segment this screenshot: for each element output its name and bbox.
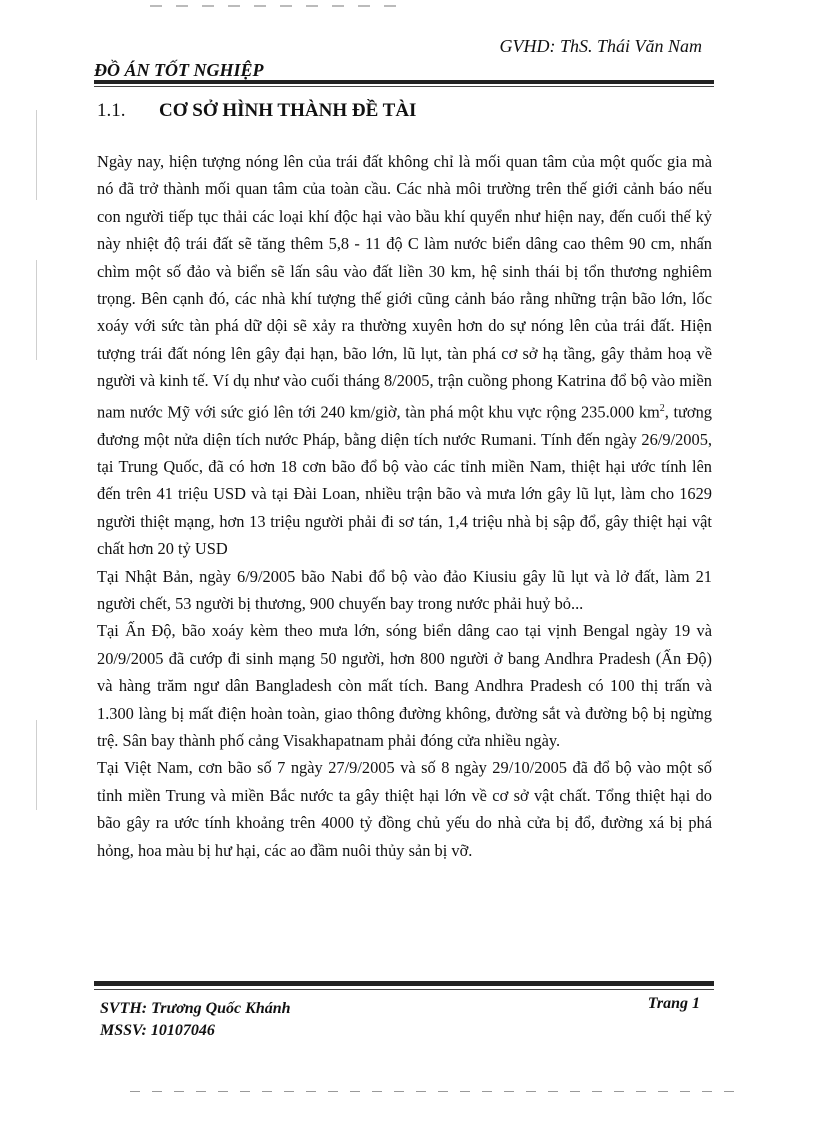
paragraph-intro [97, 148, 712, 563]
footer-student [100, 998, 291, 1042]
scan-dash-top [150, 0, 410, 10]
superscript: 2 [659, 402, 665, 414]
section-heading [97, 100, 416, 122]
document-type-header: ĐỒ ÁN TỐT NGHIỆP [94, 60, 264, 80]
student-id: MSSV: 10107046 [100, 1022, 215, 1039]
footer-rule [94, 981, 714, 986]
advisor-header: GVHD: ThS. Thái Văn Nam [499, 36, 702, 56]
paragraph-vietnam: Tại Việt Nam, cơn bão số 7 ngày 27/9/2005 và số 8 ngày 29/10/2005 đã đổ bộ vào một số tỉnh miền Trung và miền Bắc nước ta gây thiệt hại lớn về cơ sở vật chất. Tổng thiệt hại do bão gây ra ước tính khoảng trên 4000 tỷ đồng chủ yếu do nhà cửa bị đổ, đường xá bị phá hỏng, hoa màu bị hư hại, các ao đầm nuôi thủy sản bị vỡ. [97, 758, 712, 860]
student-name: SVTH: Trương Quốc Khánh [100, 1000, 291, 1017]
paragraph-japan: Tại Nhật Bản, ngày 6/9/2005 bão Nabi đổ bộ vào đảo Kiusiu gây lũ lụt và lở đất, làm 21 người chết, 53 người bị thương, 900 chuyến bay trong nước phải huỷ bỏ... [97, 566, 712, 613]
paragraph-intro-part2: , tương đương một nửa diện tích nước Pháp, bằng diện tích nước Rumani. Tính đến ngày 26/9/2005, tại Trung Quốc, đã có hơn 18 cơn bão đổ bộ vào các tỉnh miền Nam, thiệt hại ước tính lên đến trên 41 triệu USD và tại Đài Loan, nhiều trận bão và mưa lớn gây lũ lụt, làm cho 1629 người thiệt mạng, hơn 13 triệu người phải đi sơ tán, 1,4 triệu nhà bị sập đổ, gây thiệt hại vật chất hơn 20 tỷ USD [97, 402, 712, 559]
body-text [97, 148, 712, 864]
scan-margin-mark [36, 720, 37, 810]
paragraph-intro-part1: Ngày nay, hiện tượng nóng lên của trái đất không chỉ là mối quan tâm của một quốc gia mà nó đã trở thành mối quan tâm của toàn cầu. Các nhà môi trường trên thế giới cảnh báo nếu con người tiếp tục thải các loại khí độc hại vào bầu khí quyển như hiện nay, đến cuối thế kỷ này nhiệt độ trái đất sẽ tăng thêm 5,8 - 11 độ C làm nước biển dâng cao thêm 90 cm, nhấn chìm một số đảo và biển sẽ lấn sâu vào đất liền 30 km, hệ sinh thái bị tổn thương nghiêm trọng. Bên cạnh đó, các nhà khí tượng thế giới cũng cảnh báo rằng những trận bão lớn, lốc xoáy với sức tàn phá dữ dội sẽ xảy ra thường xuyên hơn do sự nóng lên của trái đất. Hiện tượng trái đất nóng lên gây đại hạn, bão lớn, lũ lụt, tàn phá cơ sở hạ tầng, gây thảm hoạ về người và kinh tế. Ví dụ như vào cuối tháng 8/2005, trận cuồng phong Katrina đổ bộ vào miền nam nước Mỹ với sức gió lên tới 240 km/giờ, tàn phá một khu vực rộng 235.000 km [97, 152, 712, 422]
scan-margin-mark [36, 260, 37, 360]
header-rule [94, 80, 714, 84]
footer-rule-thin [94, 989, 714, 990]
section-title: CƠ SỞ HÌNH THÀNH ĐỀ TÀI [159, 100, 417, 121]
scan-margin-mark [36, 110, 37, 200]
section-number: 1.1. [97, 100, 126, 121]
paragraph-india: Tại Ấn Độ, bão xoáy kèm theo mưa lớn, sóng biển dâng cao tại vịnh Bengal ngày 19 và 20/9/2005 đã cướp đi sinh mạng 50 người, hơn 800 người ở bang Andhra Pradesh (Ấn Độ) và hàng trăm ngư dân Bangladesh còn mất tích. Bang Andhra Pradesh có 100 thị trấn và 1.300 làng bị mất điện hoàn toàn, giao thông đường không, đường sắt và đường bộ bị ngừng trệ. Sân bay thành phố cảng Visakhapatnam phải đóng cửa nhiều ngày. [97, 621, 712, 750]
page-number: Trang 1 [647, 995, 700, 1012]
header-rule-thin [94, 86, 714, 87]
scan-dash-bottom [130, 1088, 740, 1094]
